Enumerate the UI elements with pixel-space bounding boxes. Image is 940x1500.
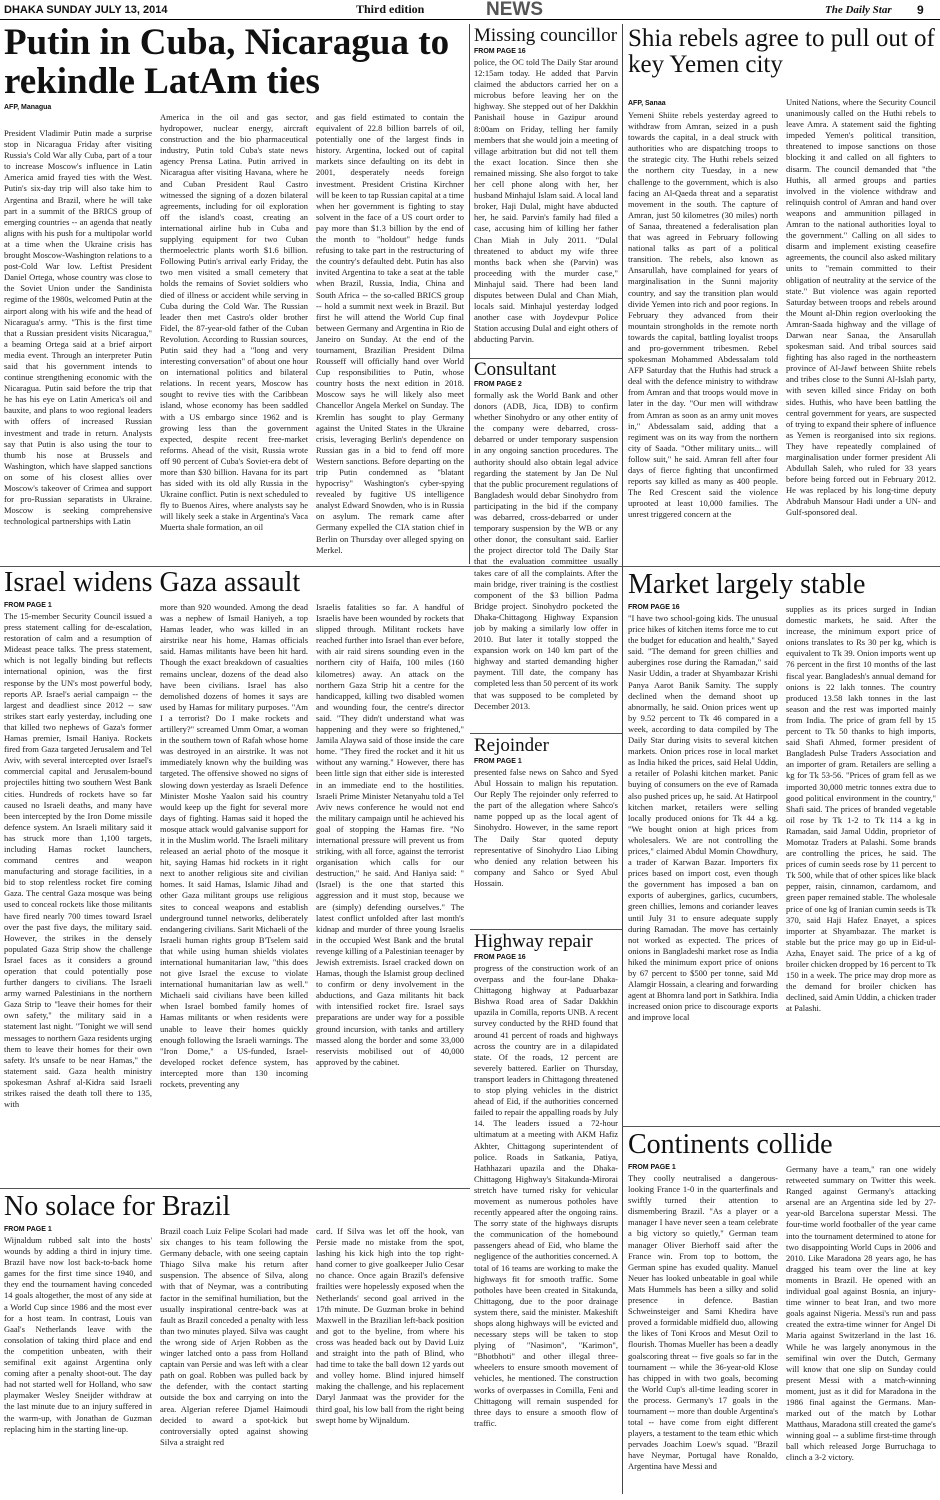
missing-from: FROM PAGE 16 xyxy=(474,48,526,55)
continents-headline: Continents collide xyxy=(628,1129,833,1160)
market-headline: Market largely stable xyxy=(628,569,866,600)
page-header xyxy=(0,0,940,20)
putin-column-2: America in the oil and gas sector, hydropower, nuclear energy, aircraft construction and the bio pharmaceutical industry, Putin told Cuba's state news agency Prensa Latina. Putin arrived in Nicaragua after visiting Havana, where he and Cuban President Raul Castro witnessed the signing of a dozen bilateral agreements, including for oil exploration off the island's coast, creating an international airline hub in Cuba and supplying equipment for two Cuban thermoelectric plants worth $1.6 billion. Following Putin's arrival early Friday, the two men visited a small cemetery that holds the remains of Soviet soldiers who died of illness or accident while serving in Cuba during the Cold War. The Russian leader then met Castro's older brother Fidel, the 87-year-old father of the Cuban Revolution. According to Russian sources, Putin said they had a "long and very interesting conversation" of about one hour on international politics and bilateral relations. In recent years, Moscow has sought to revive ties with the Caribbean island, whose economy has been saddled with a US embargo since 1962 and is growing less than the government expected, despite recent free-market reforms. Ahead of the visit, Russia wrote off 90 percent of Cuba's Soviet-era debt of more than $30 billion. Havana for its part has sided with its old ally Russia in the Ukraine conflict. Putin is next scheduled to fly to Buenos Aires, where analysts say he will likely seek a stake in Argentina's Vaca Muerta shale formation, an oil xyxy=(160,112,308,533)
putin-byline: AFP, Managua xyxy=(4,104,52,111)
shia-column-2: United Nations, where the Security Council unanimously called on the Huthi rebels to leave Amra. A statement said the fighting impeded Yemen's political transition, threatened to impose sanctions on those blocking it and called on all fighters to disarm. The council demanded that "the Huthis, all armed groups and parties involved in the violence withdraw and relinquish control of Amran and hand over weapons and ammunition pillaged in Amran to the national authorities loyal to the government." Calling on all sides to disarm and implement existing ceasefire agreements, the council also asked military units to "remain committed to their obligation of neutrality at the service of the state." But violence was again reported Saturday between troops and rebels around the Mount al-Dhin region overlooking the Amran-Saada highway and the village of Darwan near Sanaa, the Ansarullah spokesman said. And tribal sources said fighting has also raged in the northeastern province of Al-Jawf between Shiite rebels and tribes close to the Sunni Al-Islah party, with seven killed since Friday on both sides. Huthis, who have been battling the central government for years, are suspected of trying to expand their sphere of influence as Yemen is reorganised into six regions. They have repeatedly complained of marginalisation under former president Ali Abdullah Saleh, who ruled for 33 years before being forced out in February 2012. He was replaced by his long-time deputy Abdrabuh Mansour Hadi under a UN- and Gulf-sponsored deal. xyxy=(786,97,936,518)
section-rule xyxy=(622,566,940,567)
brazil-headline: No solace for Brazil xyxy=(4,1191,231,1222)
missing-body: police, the OC told The Daily Star around 12:15am today. He added that Parvin claimed the abductors carried her on a microbus before leaving her on the highway. She stepped out of her Dakkhin Panishail house in Gazipur around 8:00am on Friday, telling her family members that she would join a meeting of village arbitration but did not tell them the exact location. Since then she remained missing. She also forgot to take her cell phone along with her, her husband Minhajul Islam said. A local land broker, Haji Dulal, might have abducted her, he said. Parvin's family had filed a case, accusing him of killing her father Chan Miah in July 2011. "Dulal threatened to abduct my wife three months back when she (Parvin) was proceeding with the murder case," Minhajul said. There had been land disputes between Dulal and Chan Miah, locals said. Minhajul yesterday lodged another case with Joydevpur Police Station accusing Dulal and eight others of abducting Parvin. xyxy=(474,57,618,345)
section-name: NEWS xyxy=(486,0,543,20)
putin-column-1: President Vladimir Putin made a surprise stop in Nicaragua Friday after visiting Russia's Cold War ally Cuba, part of a tour to increase Moscow's influence in Latin America amid frayed ties with the West. Putin's six-day trip will also take him to Argentina and Brazil, where he will take part in a summit of the BRICS group of emerging countries -- an agenda that neatly aligns with his push for a multipolar world at a time when the Ukraine crisis has brought Moscow-Washington relations to a post-Cold War low. Leftist President Daniel Ortega, whose country was close to the Soviet Union under the Sandinista regime of the 1980s, welcomed Putin at the airport along with his wife and the head of Nicaragua's army. "This is the first time that a Russian president visits Nicaragua," a beaming Ortega said at a brief airport media event. Through an interpreter Putin said that his government intends to continue strengthening economic with the Nicaragua. Putin said before the trip that he has his eye on Latin America's oil and bauxite, and plans to woo regional leaders with offers of increased Russian investment and trade in return. Analysts say that Putin is also using the tour to thumb his nose at Brussels and Washington, which have slapped sanctions on some of his closest allies over Moscow's takeover of Crimea and support for pro-Russian separatists in Ukraine. Moscow is seeking comprehensive technological partnerships with Latin xyxy=(4,128,152,527)
edition-label: Third edition xyxy=(356,2,425,16)
highway-headline: Highway repair xyxy=(474,931,593,952)
israel-column-2: more than 920 wounded. Among the dead was a nephew of Ismail Haniyeh, a top Hamas leader, who was killed in an airstrike near his home, Hamas officials said. Hamas militants have been hit hard. Though the exact breakdown of casualties remains unclear, dozens of the dead also have been civilians. Israel has also demolished dozens of homes it says are used by Hamas for military purposes. "Am I a terrorist? Do I make rockets and artillery?" screamed Umm Omar, a woman in the southern town of Rafah whose home was destroyed in an airstrike. It was not immediately known why the building was targeted. The offensive showed no signs of slowing down yesterday as Israeli Defence Minister Moshe Yaalon said his country would keep up the fight for several more days of fighting. Hamas said it hoped the mosque attack would galvanise support for it in the Muslim world. The Israeli military released an aerial photo of the mosque it hit, saying Hamas hid rockets in it right next to another religious site and civilian homes. It said Hamas, Islamic Jihad and other Gaza militant groups use religious sites to conceal weapons and establish underground tunnel networks, deliberately endangering civilians. Sarit Michaeli of the Israeli human rights group B'Tselem said that while using human shields violates international humanitarian law, "this does not give Israel the excuse to violate international humanitarian law as well." Michaeli said civilians have been killed when Israel bombed family homes of Hamas militants or when residents were unable to leave their homes quickly enough following the Israeli warnings. The "Iron Dome," a US-funded, Israel-developed rocket defence system, has intercepted more than 130 incoming rockets, preventing any xyxy=(160,602,308,1090)
market-column-2: supplies as its prices surged in Indian domestic markets, he said. After the increase, the minimum export price of onions translates to Rs 30 per kg, which is equivalent to Tk 39. Onion imports went up 76 percent in the first 10 months of the last fiscal year. Bangladesh's annual demand for onions is 22 lakh tonnes. The country produced 13.58 lakh tonnes in the last season and the rest was imported mainly from India. The price of gram fell by 15 percent to Tk 50 thanks to high imports, said Shafi Ahmed, former president of Bangladesh Pulse Traders Association and an importer of gram. Retailers are selling a kg for Tk 53-56. "Prices of gram fell as we imported 30,000 metric tonnes extra due to good political environment in the country," Shafi said. The prices of branded vegetable oil rose by Tk 1-2 to Tk 114 a kg in Ramadan, said Jamal Uddin, proprietor of Momotaz Traders at Palashi. Some brands are controlling the prices, he said. The prices of cumin seeds rose by 11 percent to Tk 500, while that of other spices like black pepper, raisin, cinnamon, cardamom, and green paper remained stable. The wholesale price of one kg of Iranian cumin seeds is Tk 370, said Haji Hafez Enayet, a spices importer at Shyambazar. The market is stable but the price may go up in Eid-ul-Azha, Enayet said. The price of a kg of broiler chicken dropped by 16 percent to Tk 150 in a week. The price may drop more as the demand for broiler chicken has declined, said Amin Uddin, a chicken trader at Palashi. xyxy=(786,604,936,1014)
putin-headline: Putin in Cuba, Nicaragua to rekindle LatAm ties xyxy=(4,22,450,102)
section-rule xyxy=(622,1126,940,1127)
israel-headline: Israel widens Gaza assault xyxy=(4,567,301,598)
highway-body: progress of the construction work of an overpass and the four-lane Dhaka-Chittagong highway at Paduarbazar Bishwa Road area of Sadar Dakkhin upazila in Comilla, reports UNB. A recent survey conducted by the RHD found that around 41 percent of roads and highways across the country are in a dilapidated state. Of the roads, 12 percent are severely battered. Earlier on Thursday, transport leaders in Chittagong threatened to stop plying vehicles in the district ahead of Eid, if the authorities concerned failed to repair the appalling roads by July 14. The leaders issued a 72-hour ultimatum at a meeting with AKM Hafiz Akhter, Chittagong superintendent of police. Roads in Satkania, Patiya, Hathhazari upazila and the Dhaka-Chittagong Highway's Sitakunda-Mirorai stretch have turned risky for vehicular movement as numerous potholes have recently appeared after the ongoing rains. The sorry state of the highways disrupts the communication of the homebound passengers ahead of Eid, who blame the negligence of the authorities concerned. A total of 16 teams are working to make the highways fit for smooth traffic. Some potholes have been created in Sitakunda, Chittagong, due to the poor drainage system there, said the minister. Makeshift shops along highways will be evicted and necessary steps will be taken to stop plying of "Nasimon", "Karimon", "Bhotbhoti" and other illegal three-wheelers to ensure smooth movement of vehicles, he mentioned. The construction works of overpasses in Comilla, Feni and Chittagong will remain suspended for three days to ensure a smooth flow of traffic. xyxy=(474,963,618,1428)
israel-column-3: Israelis fatalities so far. A handful of Israelis have been wounded by rockets that slipped through. Militant rockets have reached further into Israel than ever before, with air raid sirens sounding even in the northern city of Haifa, 100 miles (160 kilometres) away. An attack on the northern Gaza Strip hit a centre for the handicapped, killing two disabled women and wounding four, the centre's director said. "They didn't understand what was happening and they were so frightened," Jamila Alaywa said of those inside the care home. "They fired the rocket and it hit us without any warning." However, there has been little sign that either side is interested in an immediate end to the hostilities. Israeli Prime Minister Netanyahu told a Tel Aviv news conference he would not end the military campaign until he achieved his goal of stopping the Hamas fire. "No international pressure will prevent us from striking, with all force, against the terrorist organisation which calls for our destruction," he said. And Haniya said: "(Israel) is the one that started this aggression and it must stop, because we are (simply) defending ourselves." The latest conflict unfolded after last month's kidnap and murder of three young Israelis in the occupied West Bank and the brutal revenge killing of a Palestinian teenager by Jewish extremists. Israel cracked down on Hamas, though the Islamist group declined to confirm or deny involvement in the abductions, and Gaza militants hit back with intensified rocket fire. Israel says preparations are under way for a possible ground incursion, with tanks and artillery massed along the border and some 33,000 reservists mobilised out of 40,000 approved by the cabinet. xyxy=(316,602,464,1067)
page-number: 9 xyxy=(917,3,924,17)
missing-headline: Missing councillor xyxy=(474,25,618,46)
brazil-column-1: Wijnaldum rubbed salt into the hosts' wounds by adding a third in injury time. Brazil have now lost back-to-back home games for the first time since 1940, and they end the tournament having conceded 14 goals altogether, the most of any side at a World Cup since 1986 and the most ever for a host team. In contrast, Louis van Gaal's Netherlands leave with the consolation of taking third place and end the competition unbeaten, with their semifinal exit against Argentina only coming after a penalty shoot-out. The day had not started well for Holland, who saw playmaker Wesley Sneijder withdraw at the last minute due to an injury suffered in the warm-up, with Jonathan de Guzman replacing him in the starting line-up. xyxy=(4,1235,152,1434)
highway-from: FROM PAGE 16 xyxy=(474,954,526,961)
brazil-column-3: card. If Silva was let off the hook, van Persie made no mistake from the spot, lashing his kick high into the top right-hand corner to give goalkeeper Julio Cesar no chance. Once again Brazil's defensive frailties were hopelessly exposed when the Netherlands' second goal arrived in the 17th minute. De Guzman broke in behind Maxwell in the Brazilian left-back position and got to the byeline, from where his cross was headed back out by David Luiz and straight into the path of Blind, who had time to take the ball down 12 yards out and volley home. Blind injured himself making the challenge, and his replacement Daryl Janmaat was the provider for the third goal, his low ball from the right being swept home by Wijnaldum. xyxy=(316,1226,464,1425)
rejoinder-from: FROM PAGE 1 xyxy=(474,758,522,765)
consultant-headline: Consultant xyxy=(474,359,557,380)
dateline: DHAKA SUNDAY JULY 13, 2014 xyxy=(4,4,168,16)
brazil-from: FROM PAGE 1 xyxy=(4,1226,52,1233)
section-rule xyxy=(470,733,622,734)
shia-column-1: Yemeni Shiite rebels yesterday agreed to withdraw from Amran, seized in a push towards the capital, in a deal struck with authorities who are dispatching troops to the strategic city. The Huthi rebels seized the northern city Tuesday, in a new challenge to the government, which is also facing an Al-Qaeda threat and a separatist movement in the south. The capture of Amran, just 50 kilometres (30 miles) north of Sanaa, threatened a federalisation plan that was agreed in February following national talks as part of a political transition. The rebels, also known as Ansarullah, have complained for years of marginalisation in the Sunni majority country, and say the transition plan would divide Yemen into rich and poor regions. In February they advanced from their mountain strongholds in the remote north towards the capital, battling loyalist troops and pro-government tribesmen. Rebel spokesman Mohammed Abdessalam told AFP Saturday that the Huthis had struck a deal with the defence ministry to withdraw from Amran and that troops would move in later in the day. "Our men will withdraw from Amran as soon as an army unit moves in," Abdessalam said, adding that a regiment was on its way from the northern city of Saada. "Other military units... will follow suit," he said. Amran fell after four days of fierce fighting that unconfirmed reports say killed as many as 400 people. The Red Crescent said the violence uprooted at least 10,000 families. The unrest triggered concern at the xyxy=(628,110,778,520)
brazil-column-2: Brazil coach Luiz Felipe Scolari had made six changes to his team following the Germany debacle, with one seeing captain Thiago Silva make his return after suspension. The absence of Silva, along with that of Neymar, was a contributing factor in the semifinal humiliation, but the usually inspirational centre-back was at fault as Brazil conceded a penalty with less than two minutes played. Silva was caught the wrong side of Arjen Robben as the winger latched onto a pass from Holland captain van Persie and was left with a clear path on goal. Robben was pulled back by the defender, with the contact starting outside the box and carrying on into the area. Algerian referee Djamel Haimoudi decided to award a spot-kick but controversially opted against showing Silva a straight red xyxy=(160,1226,308,1447)
putin-column-3: and gas field estimated to contain the equivalent of 22.8 billion barrels of oil, potentially one of the largest finds in history. Argentina, locked out of capital markets since defaulting on its debt in 2001, desperately needs foreign investment. President Cristina Kirchner will be keen to tap Russian capital at a time when her government is fighting to stay solvent in the face of a US court order to pay more than $1.3 billion by the end of the month to "holdout" hedge funds refusing to take part in the restructuring of the country's defaulted debt. Putin has also invited Argentina to take a seat at the table when Brazil, Russia, India, China and South Africa -- the so-called BRICS group -- hold a summit next week in Brazil. But first he will attend the World Cup final between Germany and Argentina in Rio de Janeiro on Sunday. At the end of the tournament, Brazilian President Dilma Rousseff will officially hand over World Cup responsibilities to Putin, whose country hosts the next edition in 2018. Moscow says he will likely also meet Chancellor Angela Merkel on Sunday. The Kremlin has sought to play Germany against the United States in the Ukraine crisis, leveraging Berlin's dependence on Russian gas in a bid to fend off more Western sanctions. Before departing on the trip Putin condemned as "blatant hypocrisy" Washington's cyber-spying revealed by fugitive US intelligence analyst Edward Snowden, who is in Russia on asylum. The remark came after Germany expelled the CIA station chief in Berlin on Thursday over alleged spying on Merkel. xyxy=(316,112,464,555)
paper-logo: The Daily Star xyxy=(825,4,892,16)
shia-headline: Shia rebels agree to pull out of key Yemen city xyxy=(628,25,935,79)
consultant-body: formally ask the World Bank and other donors (ADB, Jica, IDB) to confirm whether Sinohydro or any other entity of the company were debarred, cross-debarred or under temporary suspension in any ongoing sanction procedures. The authority should also obtain legal advice regarding the statement by Jan De Nul that the public procurement regulations of Bangladesh would debar Sinohydro from participating in the bid if the company was debarred, cross-debarred or under temporary suspension by the WB or any other donor, the consultant said. Earlier the project director told The Daily Star that the evaluation committee usually takes care of all the complaints. After the main bridge, river training is the costliest component of the $3 billion Padma Bridge project. Sinohydro pocketed the Dhaka-Chittagong Highway Expansion job by making a similarly low offer in 2010. But later it totally stopped the expansion work on 140 km part of the highway and started demanding higher payment. Till date, the company has completed less than 50 percent of its work that was supposed to be completed by December 2013. xyxy=(474,390,618,711)
continents-column-1: They coolly neutralised a dangerous-looking France 1-0 in the quarterfinals and swiftly turned their attention to dismembering Brazil. "As a player or a manager I have never seen a team celebrate a big victory so quietly," German team manager Oliver Bierhoff said after the France win. From top to bottom, the German spine has exuded quality. Manuel Neuer has looked unbeatable in goal while Mats Hummels has been a silky and solid presence in defence. Bastian Schweinsteiger and Sami Khedira have proved a formidable midfield duo, allowing the likes of Toni Kroos and Mesut Ozil to flourish. Thomas Mueller has been a deadly goalscoring threat -- five goals so far in the tournament -- while the 36-year-old Klose has chipped in with two goals, becoming the World Cup's all-time leading scorer in the process. Germany's 17 goals in the tournament -- more than double Argentina's total -- have come from eight different players, a testament to the team ethic which pervades Joachim Loew's squad. "Brazil have Neymar, Portugal have Ronaldo, Argentina have Messi and xyxy=(628,1173,778,1472)
section-rule xyxy=(470,929,622,930)
market-from: FROM PAGE 16 xyxy=(628,604,680,611)
consultant-from: FROM PAGE 2 xyxy=(474,381,522,388)
israel-column-1: The 15-member Security Council issued a press statement calling for de-escalation, restoration of calm and a resumption of Mideast peace talks. The press statement, which is not legally binding but reflects international opinion, was the first response by the UN's most powerful body, reports AP. Israel's aerial campaign -- the largest and deadliest since 2012 -- saw strikes start early yesterday, including one that killed two nephews of Gaza's former Hamas premier, Ismail Haniya. Rockets fired from Gaza targeted Jerusalem and Tel Aviv, with several intercepted over Israel's commercial capital and Jerusalem-bound projectiles hitting two southern West Bank cities. Hundreds of rockets have so far caused no Israeli deaths, and many have been intercepted by the Iron Dome missile defence system. An Israeli military said it has struck more than 1,100 targets, including Hamas rocket launchers, command centres and weapon manufacturing and storage facilities, in a bid to stop relentless rocket fire coming Gaza. The central Gaza mosque was being used to conceal rockets like those militants have fired nearly 700 times toward Israel over the past five days, the military said. However, the strikes in the densely populated Gaza Strip show the challenge Israel faces as it considers a ground operation that could potentially pose further dangers to civilians. The Israeli army warned Palestinians in the northern Gaza Strip to "leave their homes for their own safety," the military said in a statement last night. "Tonight we will send messages to northern Gaza residents urging them to leave their homes for their own safety. It's unsafe to be near Hamas," the statement said. Gaza health ministry spokesman Ashraf al-Kidra said Israeli strikes raised the death toll there to 135, with xyxy=(4,611,152,1110)
continents-column-2: Germany have a team," ran one widely retweeted summary on Twitter this week. Ranged against Germany's attacking arsenal are an Argentina side led by 27-year-old Barcelona superstar Messi. The four-time world footballer of the year came into the tournament determined to atone for two disappointing World Cups in 2006 and 2010. Like Maradona 28 years ago, he has dragged his team over the line at key moments in Brazil. He opened with an individual goal against Bosnia, an injury-time winner to beat Iran, and two more goals against Nigeria. Messi's run and pass created the extra-time winner for Angel Di Maria against Switzerland in the last 16. While he was largely anonymous in the semifinal win over the Dutch, Germany will know that one slip on Sunday could present Messi with a match-winning moment, just as it did for Maradona in the 1986 final against the Germans. Man-marked out of the match by Lothar Matthaus, Maradona still created the game's winning goal -- a sublime first-time through ball which released Jorge Burruchaga to clinch a 3-2 victory. xyxy=(786,1164,936,1463)
shia-byline: AFP, Sanaa xyxy=(628,100,666,107)
rejoinder-headline: Rejoinder xyxy=(474,735,549,756)
column-rule xyxy=(469,24,470,564)
rejoinder-body: presented false news on Sahco and Syed Abul Hossain to malign his reputation. Our Reply The rejoinder only referred to the part of the allegation where Sahco's name popped up as the local agent of Sinohydro. However, in the same report The Daily Star quoted deputy representative of Sinohydro Liao Libing who denied any relation between his company and Sahco or Syed Abul Hossain. xyxy=(474,767,618,888)
column-rule xyxy=(622,24,623,1494)
continents-from: FROM PAGE 1 xyxy=(628,1164,676,1171)
market-column-1: "I have two school-going kids. The unusual price hikes of kitchen items force me to cut the budget for education and health," Sayed said. "The demand for green chillies and aubergines rose during the Ramadan," said Nasir Uddin, a trader at Shyambazar Krishi Panya Aarot Banik Samity. The supply declined when the demand shoot up abnormally, he said. Onion prices went up by 9.52 percent to Tk 46 compared in a week, according to data compiled by The Daily Star during visits to several kitchen markets. Onion prices rose in local market as India hiked the prices, said Helal Uddin, a retailer of Polashi kitchen market. Panic buying of consumers on the eve of Ramada also pushed prices up, he said. At Hatirpool kitchen market, retailers were selling locally produced onions for Tk 44 a kg. "We bought onion at high prices from wholesalers. We are not controlling the prices," claimed Abdul Momin Chowdhury, a trader of Karwan Bazar. Importers fix prices based on import cost, even though the government has imposed a ban on exports of aubergines, garlics, cucumbers, green chillies, lemons and coriander leaves until July 31 to ensure adequate supply during Ramadan. The move has certainly not worked as expected. The prices of onions in Bangladeshi market rose as India hiked the minimum export price of onions by 67 percent to $500 per tonne, said Md Alamgir Hossain, a clearing and forwarding agent at Bhomra land port in Satkhira. India increased onion price to discourage exports and improve local xyxy=(628,613,778,1023)
section-rule xyxy=(0,1188,470,1189)
israel-from: FROM PAGE 1 xyxy=(4,602,52,609)
